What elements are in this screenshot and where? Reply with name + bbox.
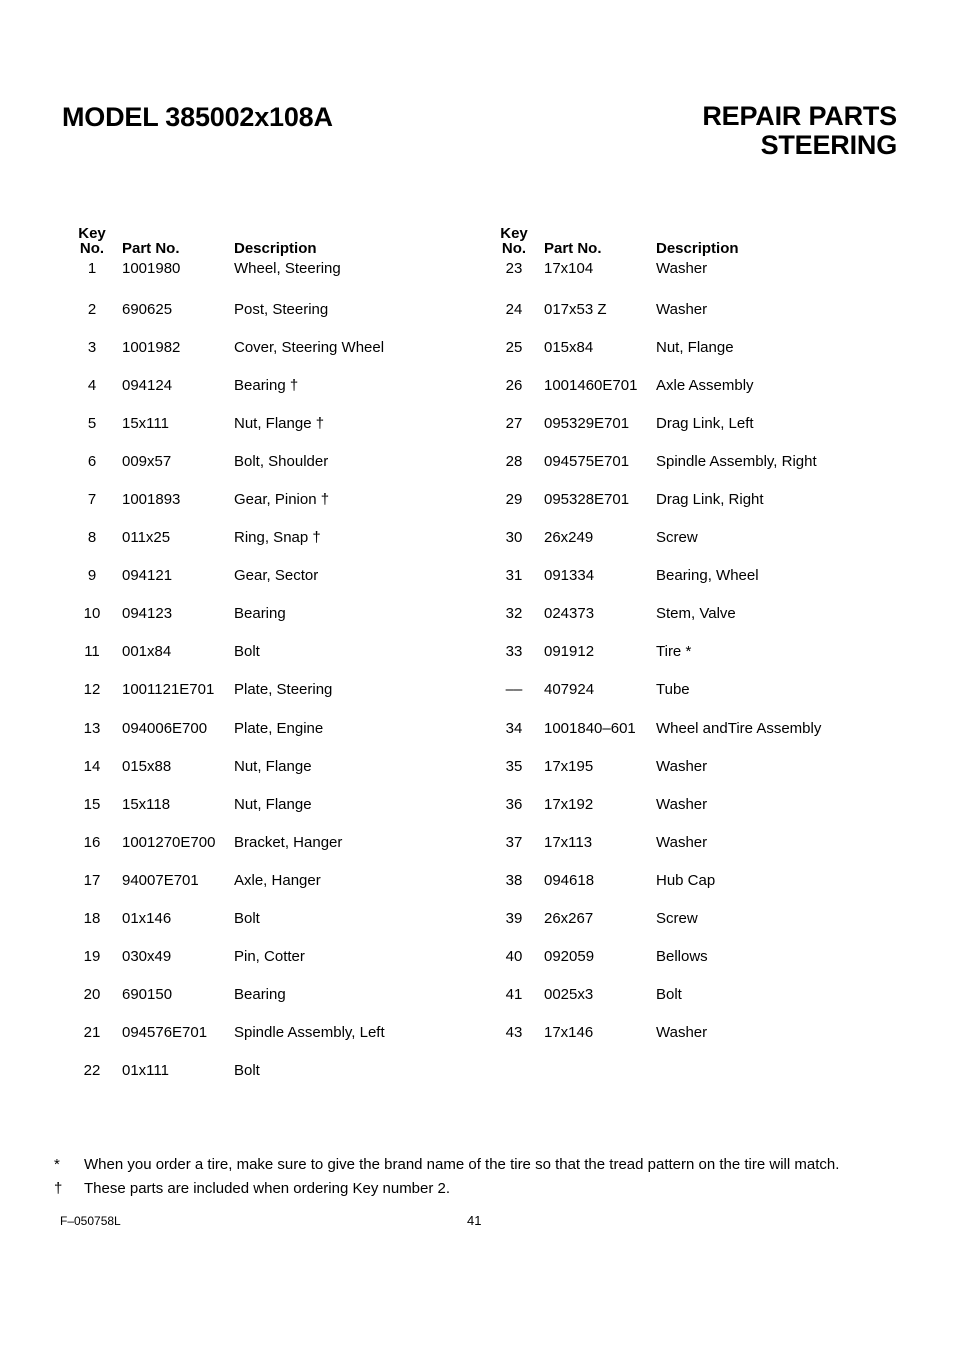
part-number-cell: 1001982 [122, 338, 181, 356]
table-row [484, 328, 866, 366]
part-number-cell: 94007E701 [122, 871, 199, 889]
part-number-cell: 094576E701 [122, 1024, 208, 1042]
key-number-cell: 8 [87, 529, 97, 547]
table-row [484, 747, 866, 785]
key-number-cell: 43 [505, 1024, 523, 1042]
description-cell: Drag Link, Right [656, 491, 764, 509]
table-row [484, 861, 866, 899]
description-cell: Bolt [234, 1062, 260, 1080]
part-number-cell: 015x84 [544, 338, 594, 356]
footnote-text: When you order a tire, make sure to give the brand name of the tire so that the tread pattern on the tire will match. [84, 1156, 840, 1173]
description-cell: Post, Steering [234, 300, 329, 318]
description-cell: Bolt [234, 643, 260, 661]
table-row [62, 328, 434, 366]
column-header-key: Key No. [500, 225, 528, 257]
footnotes [54, 1153, 839, 1201]
model-title: MODEL 385002x108A [62, 102, 333, 132]
description-cell: Hub Cap [656, 871, 716, 889]
key-number-cell: 23 [505, 260, 523, 277]
part-number-cell: 17x146 [544, 1024, 594, 1042]
part-number-cell: 0025x3 [544, 986, 594, 1004]
key-number-cell: 15 [83, 795, 101, 813]
description-cell: Plate, Steering [234, 681, 333, 699]
footnote-mark: † [54, 1180, 63, 1197]
description-cell: Bellows [656, 948, 708, 966]
part-number-cell: 17x113 [544, 833, 593, 851]
description-cell: Axle Assembly [656, 376, 754, 394]
table-row [62, 1014, 434, 1052]
section-title-line1: REPAIR PARTS [702, 101, 897, 131]
key-number-cell: 3 [87, 338, 97, 356]
key-number-cell: 10 [83, 605, 101, 623]
part-number-cell: 26x267 [544, 910, 594, 928]
table-row [484, 366, 866, 404]
table-row [484, 671, 866, 709]
description-cell: Tube [656, 681, 690, 699]
key-number-cell: 20 [83, 986, 101, 1004]
description-cell: Bearing [234, 605, 286, 623]
description-cell: Ring, Snap † [234, 529, 321, 547]
table-row [62, 671, 434, 709]
table-row [62, 900, 434, 938]
key-number-cell: 39 [505, 910, 523, 928]
description-cell: Wheel andTire Assembly [656, 719, 822, 737]
key-number-cell: 37 [505, 833, 523, 851]
table-row [484, 442, 866, 480]
table-row [62, 938, 434, 976]
description-cell: Nut, Flange [234, 795, 312, 813]
section-title-line2: STEERING [760, 130, 897, 160]
part-number-cell: 091334 [544, 567, 595, 585]
table-row [62, 290, 434, 328]
table-row [484, 480, 866, 518]
part-number-cell: 009x57 [122, 452, 172, 470]
key-number-cell: 7 [87, 491, 97, 509]
page-number: 41 [467, 1213, 482, 1228]
key-number-cell: 27 [505, 414, 523, 432]
key-number-cell: 26 [505, 376, 523, 394]
part-number-cell: 26x249 [544, 529, 594, 547]
table-row [62, 595, 434, 633]
part-number-cell: 1001270E700 [122, 833, 216, 851]
part-number-cell: 094618 [544, 871, 595, 889]
table-row [484, 976, 866, 1014]
part-number-cell: 17x104 [544, 260, 594, 277]
part-number-cell: 17x195 [544, 757, 594, 775]
description-cell: Nut, Flange [234, 757, 312, 775]
table-row [484, 633, 866, 671]
table-row [62, 519, 434, 557]
description-cell: Screw [656, 910, 698, 928]
part-number-cell: 094123 [122, 605, 173, 623]
table-row [62, 480, 434, 518]
description-cell: Bolt [656, 986, 682, 1004]
description-cell: Gear, Pinion † [234, 491, 330, 509]
key-number-cell: 6 [87, 452, 97, 470]
description-cell: Wheel, Steering [234, 260, 341, 277]
description-cell: Cover, Steering Wheel [234, 338, 385, 356]
description-cell: Bearing, Wheel [656, 567, 759, 585]
part-number-cell: 1001460E701 [544, 376, 638, 394]
table-header-row [62, 222, 434, 256]
table-row [484, 1014, 866, 1052]
part-number-cell: 094006E700 [122, 719, 208, 737]
key-number-cell: 33 [505, 643, 523, 661]
key-number-cell: 31 [505, 567, 523, 585]
part-number-cell: 15x118 [122, 795, 171, 813]
description-cell: Bearing [234, 986, 286, 1004]
part-number-cell: 1001893 [122, 491, 181, 509]
column-header-key: Key No. [78, 225, 106, 257]
description-cell: Stem, Valve [656, 605, 736, 623]
description-cell: Gear, Sector [234, 567, 319, 585]
key-number-cell: 12 [83, 681, 101, 699]
parts-table-right [484, 222, 866, 1052]
part-number-cell: 690625 [122, 300, 173, 318]
footnote-key-2 [54, 1177, 839, 1201]
part-number-cell: 407924 [544, 681, 595, 699]
table-row [484, 900, 866, 938]
key-number-cell: 2 [87, 300, 97, 318]
part-number-cell: 094575E701 [544, 452, 630, 470]
description-cell: Spindle Assembly, Right [656, 452, 817, 470]
table-row [484, 823, 866, 861]
part-number-cell: 17x192 [544, 795, 594, 813]
table-row [484, 785, 866, 823]
part-number-cell: 1001121E701 [122, 681, 215, 699]
footnote-tire [54, 1153, 839, 1177]
part-number-cell: 1001980 [122, 260, 181, 277]
description-cell: Pin, Cotter [234, 948, 305, 966]
key-number-cell: 40 [505, 948, 523, 966]
key-number-cell: 13 [83, 719, 101, 737]
part-number-cell: 001x84 [122, 643, 172, 661]
part-number-cell: 091912 [544, 643, 595, 661]
key-number-cell: 38 [505, 871, 523, 889]
description-cell: Washer [656, 757, 708, 775]
key-number-cell: 11 [84, 643, 100, 661]
column-header-part-no: Part No. [544, 240, 602, 257]
table-row [484, 404, 866, 442]
part-number-cell: 15x111 [122, 414, 169, 432]
key-number-cell: ‒‒ [505, 681, 523, 699]
table-row [484, 595, 866, 633]
part-number-cell: 01x111 [122, 1062, 169, 1080]
table-row [62, 404, 434, 442]
table-row [62, 1052, 434, 1090]
part-number-cell: 015x88 [122, 757, 172, 775]
table-row [484, 938, 866, 976]
key-number-cell: 1 [87, 260, 97, 277]
parts-table-left [62, 222, 434, 1090]
key-number-cell: 29 [505, 491, 523, 509]
document-code: F‒050758L [60, 1214, 121, 1228]
part-number-cell: 024373 [544, 605, 595, 623]
part-number-cell: 094124 [122, 376, 173, 394]
table-row [62, 976, 434, 1014]
table-row [62, 823, 434, 861]
description-cell: Bracket, Hanger [234, 833, 343, 851]
part-number-cell: 017x53 Z [544, 300, 607, 318]
description-cell: Tire * [656, 643, 692, 661]
part-number-cell: 011x25 [122, 529, 171, 547]
key-number-cell: 25 [505, 338, 523, 356]
description-cell: Nut, Flange [656, 338, 734, 356]
description-cell: Washer [656, 300, 708, 318]
key-number-cell: 18 [83, 910, 101, 928]
table-row [62, 557, 434, 595]
description-cell: Bolt, Shoulder [234, 452, 329, 470]
table-row [62, 633, 434, 671]
part-number-cell: 094121 [122, 567, 173, 585]
footnote-text: These parts are included when ordering Key number 2. [84, 1180, 451, 1197]
description-cell: Washer [656, 795, 708, 813]
table-row [62, 785, 434, 823]
key-number-cell: 16 [83, 833, 101, 851]
key-number-cell: 19 [83, 948, 101, 966]
table-header-row [484, 222, 866, 256]
key-number-cell: 22 [83, 1062, 101, 1080]
key-number-cell: 24 [505, 300, 523, 318]
key-number-cell: 5 [87, 414, 97, 432]
description-cell: Screw [656, 529, 698, 547]
key-number-cell: 9 [87, 567, 97, 585]
key-number-cell: 41 [505, 986, 523, 1004]
table-row [484, 709, 866, 747]
description-cell: Bearing † [234, 376, 299, 394]
key-number-cell: 36 [505, 795, 523, 813]
description-cell: Washer [656, 1024, 708, 1042]
key-number-cell: 34 [505, 719, 523, 737]
parts-table-right-body [484, 256, 866, 1052]
part-number-cell: 690150 [122, 986, 173, 1004]
key-number-cell: 30 [505, 529, 523, 547]
column-header-description: Description [656, 240, 739, 257]
column-header-description: Description [234, 240, 317, 257]
description-cell: Drag Link, Left [656, 414, 754, 432]
table-row [62, 256, 434, 290]
table-row [62, 709, 434, 747]
key-number-cell: 32 [505, 605, 523, 623]
description-cell: Washer [656, 833, 708, 851]
table-row [484, 290, 866, 328]
description-cell: Plate, Engine [234, 719, 324, 737]
footnote-mark: * [54, 1156, 60, 1173]
parts-table-left-body [62, 256, 434, 1090]
part-number-cell: 095328E701 [544, 491, 630, 509]
key-number-cell: 28 [505, 452, 523, 470]
part-number-cell: 01x146 [122, 910, 172, 928]
table-row [62, 366, 434, 404]
table-row [484, 256, 866, 290]
key-number-cell: 14 [83, 757, 101, 775]
part-number-cell: 092059 [544, 948, 595, 966]
key-number-cell: 35 [505, 757, 523, 775]
section-title [702, 102, 897, 160]
description-cell: Axle, Hanger [234, 871, 321, 889]
description-cell: Nut, Flange † [234, 414, 325, 432]
part-number-cell: 030x49 [122, 948, 172, 966]
key-number-cell: 17 [83, 871, 101, 889]
key-number-cell: 21 [83, 1024, 101, 1042]
table-row [62, 861, 434, 899]
key-number-cell: 4 [87, 376, 97, 394]
part-number-cell: 095329E701 [544, 414, 630, 432]
table-row [62, 442, 434, 480]
part-number-cell: 1001840‒601 [544, 719, 636, 737]
description-cell: Spindle Assembly, Left [234, 1024, 385, 1042]
description-cell: Bolt [234, 910, 260, 928]
table-row [484, 519, 866, 557]
column-header-part-no: Part No. [122, 240, 180, 257]
description-cell: Washer [656, 260, 708, 277]
table-row [62, 747, 434, 785]
table-row [484, 557, 866, 595]
